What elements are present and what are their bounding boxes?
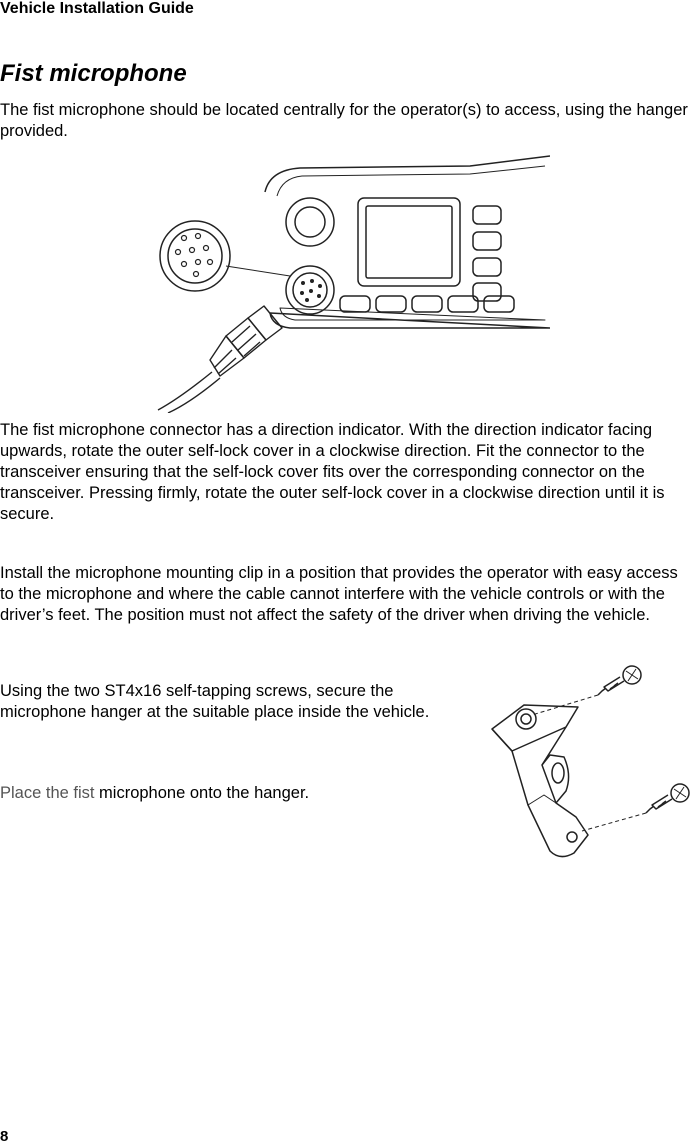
screws-paragraph: Using the two ST4x16 self-tapping screws, secure the microphone hanger at the suitable place inside the vehicle.	[0, 682, 430, 721]
running-header: Vehicle Installation Guide	[0, 0, 194, 17]
radio-front-panel	[265, 156, 550, 328]
clip-paragraph: Install the microphone mounting clip in a position that provides the operator with easy access to the microphone and where the cable cannot interfere with the vehicle controls or with the driver’s feet. The position must not affect the safety of the driver when driving the vehicle.	[0, 564, 678, 624]
place-suffix: microphone onto the hanger.	[94, 784, 310, 802]
section-title: Fist microphone	[0, 60, 187, 87]
screw-bottom-icon	[646, 784, 689, 813]
microphone-cable	[158, 372, 220, 413]
connector-face-magnified	[160, 221, 230, 291]
hanger-bracket	[492, 705, 588, 857]
fist-microphone-connector-illustration	[140, 148, 550, 413]
microphone-hanger-illustration	[470, 655, 690, 860]
radio-front-panel-inner	[277, 166, 545, 320]
place-paragraph	[0, 783, 460, 804]
place-prefix: Place the fist	[0, 784, 95, 802]
screw-top-icon	[598, 666, 641, 695]
radio-screen	[358, 198, 460, 286]
volume-knob	[286, 198, 334, 246]
page-number: 8	[0, 1128, 9, 1145]
intro-paragraph: The fist microphone should be located centrally for the operator(s) to access, using the hanger provided.	[0, 101, 688, 140]
connector-paragraph: The fist microphone connector has a direction indicator. With the direction indicator facing upwards, rotate the outer self-lock cover in a clockwise direction. Fit the connector to the transceiver ensuring that the self-lock cover fits over the corresponding connector on the transceiver. Pressing firmly, rotate the outer self-lock cover in a clockwise direction until it is secure.	[0, 421, 665, 523]
